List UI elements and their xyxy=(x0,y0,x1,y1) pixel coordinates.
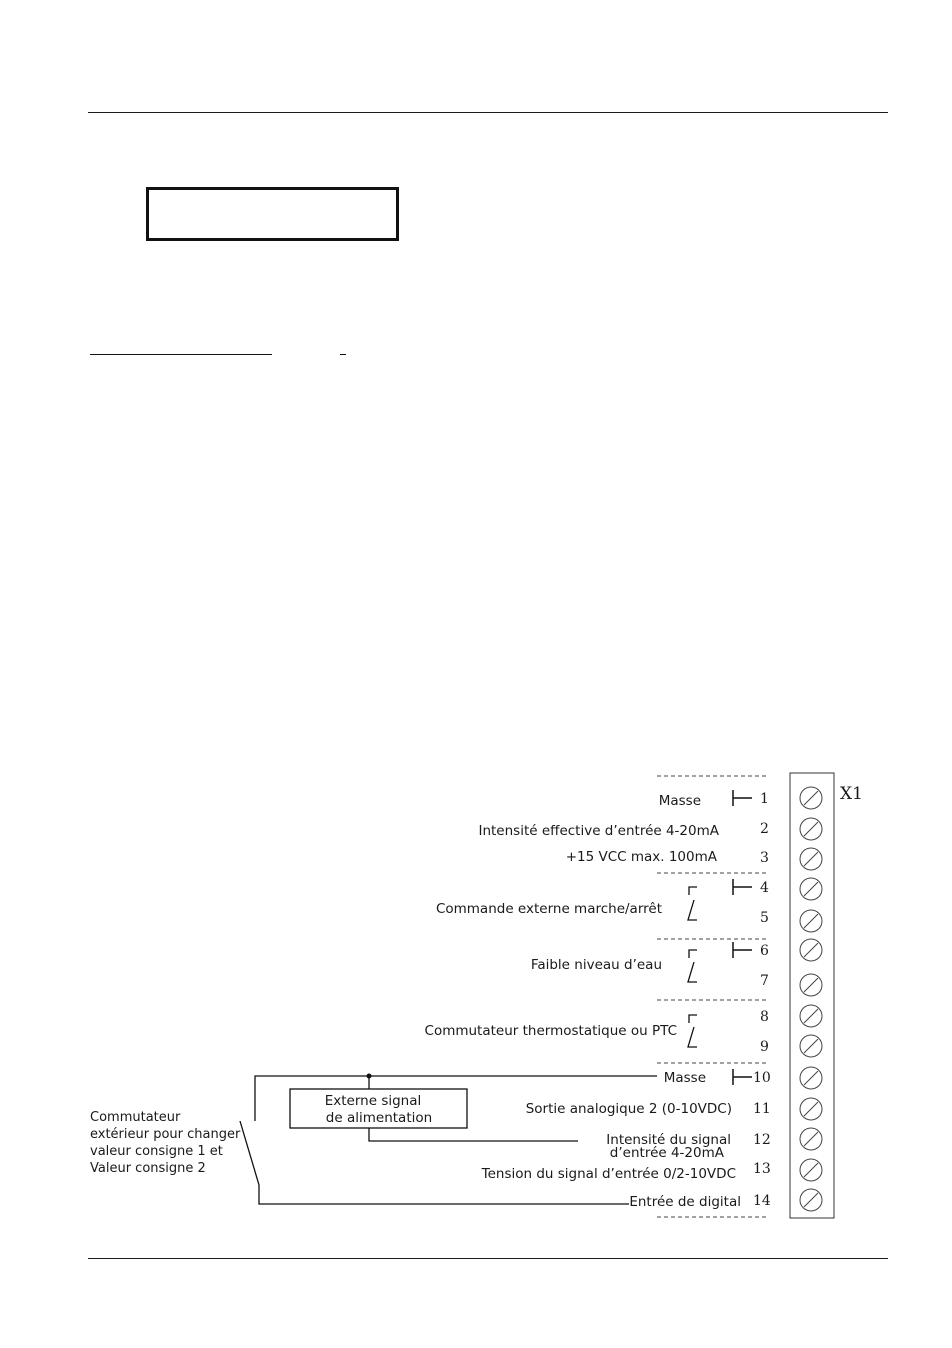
pin-number: 3 xyxy=(760,850,769,866)
external-switch-line4: Valeur consigne 2 xyxy=(90,1161,206,1176)
pin-number: 4 xyxy=(760,880,769,896)
label-pin12-line2: d’entrée 4-20mA xyxy=(609,1145,724,1161)
terminal-screw-slot xyxy=(804,791,818,805)
label-pins4-5: Commande externe marche/arrêt xyxy=(435,901,662,917)
pin-number: 12 xyxy=(753,1132,771,1148)
external-supply-line1: Externe signal xyxy=(324,1093,422,1109)
label-pin11: Sortie analogique 2 (0-10VDC) xyxy=(525,1101,732,1117)
pin-number: 6 xyxy=(760,943,769,959)
label-pin12-line1: Intensité du signal xyxy=(606,1132,731,1148)
ground-symbols xyxy=(733,790,752,1085)
external-switch-caption xyxy=(90,1110,241,1176)
label-pin3: +15 VCC max. 100mA xyxy=(565,849,717,865)
external-wiring xyxy=(240,1076,657,1204)
external-supply-line2: de alimentation xyxy=(325,1110,433,1126)
terminal-screw-slot xyxy=(804,914,818,928)
pin-number: 7 xyxy=(760,973,769,989)
pin-number: 1 xyxy=(760,791,769,807)
label-masse-10: Masse xyxy=(663,1070,706,1086)
terminal-screw-slot xyxy=(804,943,818,957)
pin-number: 8 xyxy=(760,1009,769,1025)
junction-dot xyxy=(367,1074,372,1079)
label-pin13: Tension du signal d’entrée 0/2-10VDC xyxy=(481,1166,736,1182)
terminal-screws xyxy=(800,787,822,1211)
terminal-screw-slot xyxy=(804,1102,818,1116)
pin-number: 5 xyxy=(760,910,769,926)
label-pins8-9: Commutateur thermostatique ou PTC xyxy=(424,1023,677,1039)
terminal-block-name: X1 xyxy=(840,784,863,804)
pin-number: 11 xyxy=(753,1101,771,1117)
terminal-screw-slot xyxy=(804,1071,818,1085)
pin-number: 14 xyxy=(753,1193,771,1209)
external-switch-line1: Commutateur xyxy=(90,1110,181,1125)
label-pin14: Entrée de digital xyxy=(629,1194,741,1210)
terminal-screw-slot xyxy=(804,852,818,866)
terminal-screw-slot xyxy=(804,1039,818,1053)
pin-number: 9 xyxy=(760,1039,769,1055)
external-switch-line2: extérieur pour changer xyxy=(90,1127,241,1142)
label-masse-1: Masse xyxy=(658,793,701,809)
label-pins6-7: Faible niveau d’eau xyxy=(530,957,662,973)
terminal-screw-slot xyxy=(804,1163,818,1177)
terminal-screw-slot xyxy=(804,1193,818,1207)
terminal-screw-slot xyxy=(804,978,818,992)
pin-number: 13 xyxy=(753,1161,771,1177)
contact-symbols xyxy=(688,887,697,1047)
pin-number: 10 xyxy=(753,1070,771,1086)
signal-labels xyxy=(425,793,741,1210)
terminal-screw-slot xyxy=(804,1009,818,1023)
terminal-screw-slot xyxy=(804,882,818,896)
terminal-screw-slot xyxy=(804,822,818,836)
pin-number: 2 xyxy=(760,821,769,837)
label-pin2: Intensité effective d’entrée 4-20mA xyxy=(478,823,719,839)
external-switch-line3: valeur consigne 1 et xyxy=(90,1144,223,1159)
terminal-screw-slot xyxy=(804,1132,818,1146)
